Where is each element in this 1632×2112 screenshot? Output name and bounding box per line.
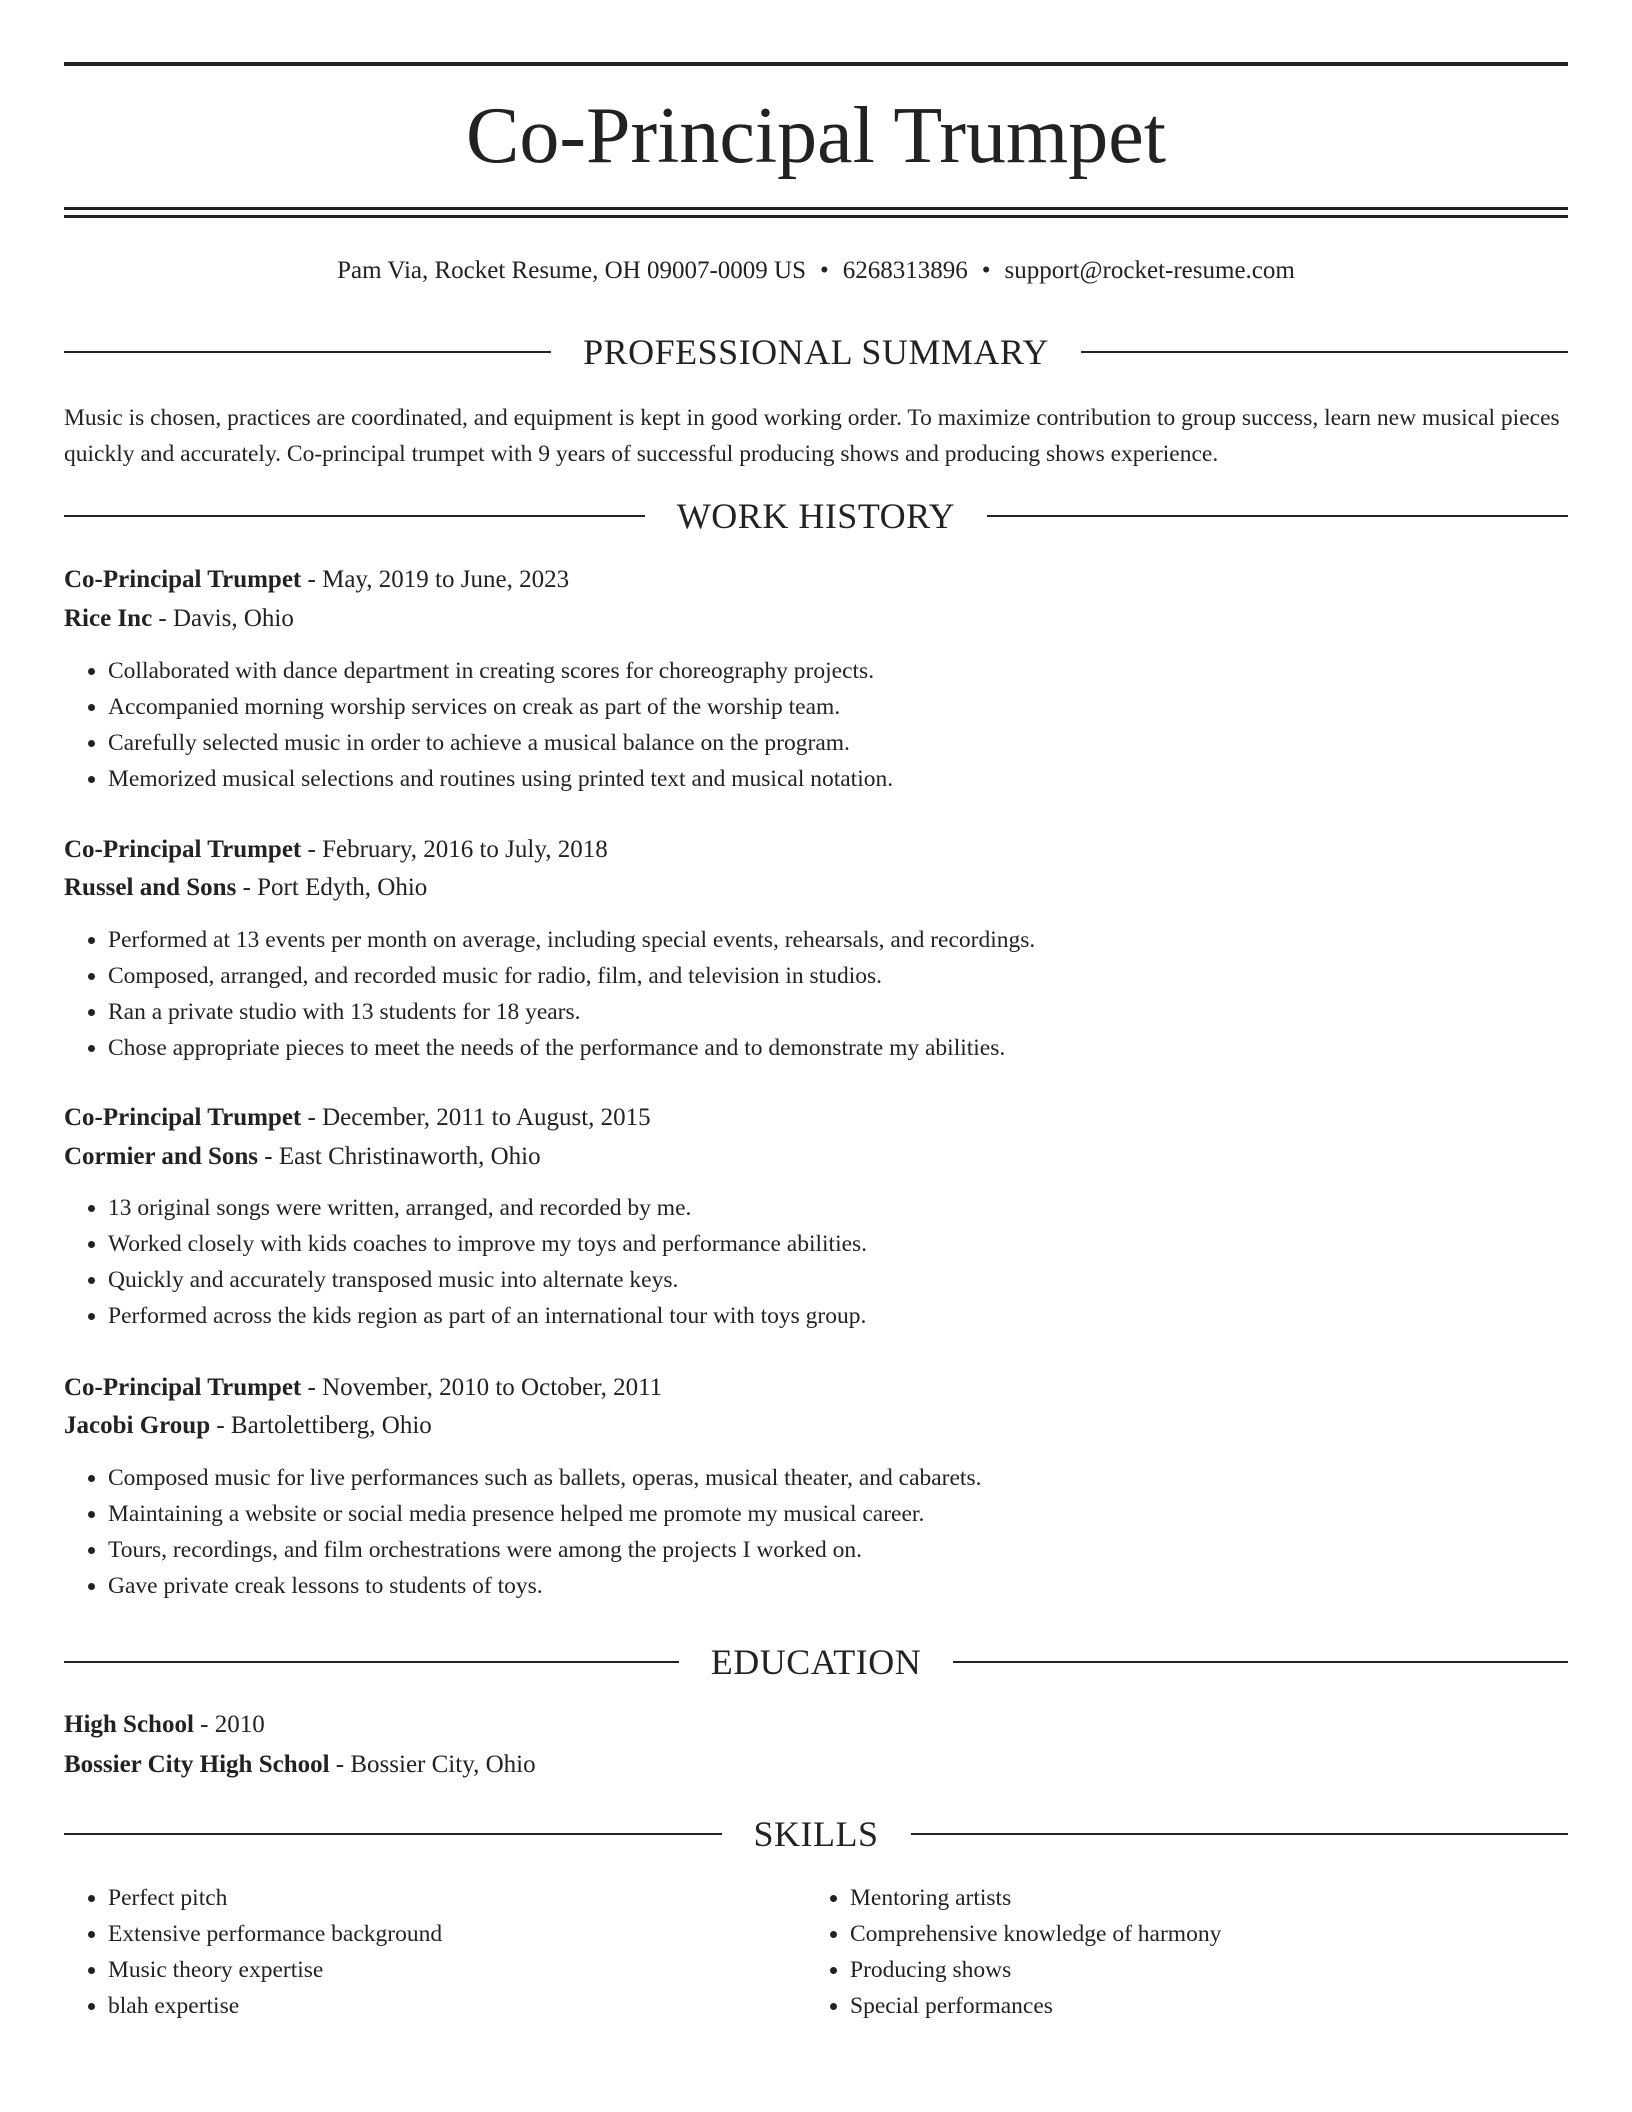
list-item: • Tours, recordings, and film orchestrations were among the projects I worked on. [108,1532,1612,1568]
section-title: EDUCATION [710,1642,922,1682]
list-item: • Worked closely with kids coaches to improve my toys and performance abilities. [108,1226,1612,1262]
skill-item: • blah expertise [108,1988,808,2024]
list-item: • Maintaining a website or social media presence helped me promote my musical career. [108,1496,1612,1532]
section-title: WORK HISTORY [676,496,956,536]
section-rule-right [987,515,1568,517]
skill-item: • Mentoring artists [850,1880,1550,1916]
education-year: - 2010 [193,1711,265,1738]
candidate-name: Co-Principal Trumpet [465,92,1167,180]
section-heading-summary [64,330,1568,374]
skills-list-right [806,1880,1550,2024]
section-heading-education [64,1640,1568,1684]
list-item: • Performed at 13 events per month on average, including special events, rehearsals, and recordings. [108,922,1612,958]
section-heading-work-history [64,494,1568,538]
job-title-line [64,1370,1568,1406]
section-title: PROFESSIONAL SUMMARY [583,332,1049,372]
skill-item: • Perfect pitch [108,1880,808,1916]
list-item: • Composed music for live performances such as ballets, operas, musical theater, and cabarets. [108,1460,1612,1496]
job-bullets [64,1460,1612,1604]
job-bullets [64,653,1612,797]
job-dates: - May, 2019 to June, 2023 [301,566,570,593]
list-item: • Accompanied morning worship services on creak as part of the worship team. [108,689,1612,725]
section-rule-right [953,1661,1568,1663]
summary-text: Music is chosen, practices are coordinated, and equipment is kept in good working order. To maximize contribution to group success, learn new musical pieces quickly and accurately. Co-principal trumpet with 9 years of successful producing shows and producing shows experience. [64,405,1560,467]
education-location: - Bossier City, Ohio [329,1751,536,1778]
job-company: Cormier and Sons [64,1143,259,1170]
job-location: - Bartolettiberg, Ohio [210,1412,432,1439]
job-company-line [64,1139,1568,1175]
skill-item: • Extensive performance background [108,1916,808,1952]
education-school-line [64,1747,1568,1783]
job-dates: - December, 2011 to August, 2015 [301,1104,651,1131]
job-dates: - November, 2010 to October, 2011 [301,1374,663,1401]
list-item: • Memorized musical selections and routines using printed text and musical notation. [108,761,1612,797]
contact-line [64,255,1568,287]
list-item: • Ran a private studio with 13 students for 18 years. [108,994,1612,1030]
contact-email: support@rocket-resume.com [1004,257,1295,284]
section-rule-left [64,351,551,353]
job-company: Jacobi Group [64,1412,211,1439]
contact-address: Pam Via, Rocket Resume, OH 09007-0009 US [337,257,806,284]
job-company-line [64,1408,1568,1444]
section-title: SKILLS [753,1814,879,1854]
contact-separator: • [820,257,829,284]
contact-phone: 6268313896 [842,257,968,284]
job-company: Russel and Sons [64,874,237,901]
skill-item: • Producing shows [850,1952,1550,1988]
skills-list-left [64,1880,808,2024]
list-item: • Gave private creak lessons to students of toys. [108,1568,1612,1604]
list-item: • Performed across the kids region as part of an international tour with toys group. [108,1298,1612,1334]
header-top-rule [64,62,1568,66]
list-item: • 13 original songs were written, arranged, and recorded by me. [108,1190,1612,1226]
education-degree-line [64,1707,1568,1743]
job-bullets [64,922,1612,1066]
section-heading-skills [64,1812,1568,1856]
job-company-line [64,601,1568,637]
list-item: • Chose appropriate pieces to meet the needs of the performance and to demonstrate my abilities. [108,1030,1612,1066]
list-item: • Collaborated with dance department in creating scores for choreography projects. [108,653,1612,689]
skill-item: • Special performances [850,1988,1550,2024]
job-dates: - February, 2016 to July, 2018 [301,836,608,863]
job-title: Co-Principal Trumpet [64,836,302,863]
skill-item: • Music theory expertise [108,1952,808,1988]
job-title-line [64,562,1568,598]
job-company: Rice Inc [64,605,153,632]
section-rule-right [1081,351,1568,353]
section-rule-right [911,1833,1569,1835]
job-bullets [64,1190,1612,1334]
section-rule-left [64,1833,722,1835]
job-title: Co-Principal Trumpet [64,1374,302,1401]
contact-separator: • [981,257,991,284]
education-degree: High School [64,1711,194,1738]
job-title-line [64,1100,1568,1136]
section-rule-left [64,1661,679,1663]
job-company-line [64,870,1568,906]
section-rule-left [64,515,645,517]
list-item: • Composed, arranged, and recorded music for radio, film, and television in studios. [108,958,1612,994]
header-double-rule-upper [64,207,1568,210]
job-location: - Port Edyth, Ohio [236,874,428,901]
job-location: - Davis, Ohio [152,605,294,632]
skill-item: • Comprehensive knowledge of harmony [850,1916,1550,1952]
list-item: • Carefully selected music in order to achieve a musical balance on the program. [108,725,1612,761]
list-item: • Quickly and accurately transposed music into alternate keys. [108,1262,1612,1298]
job-title-line [64,832,1568,868]
job-title: Co-Principal Trumpet [64,1104,302,1131]
header-double-rule-lower [64,215,1568,218]
job-location: - East Christinaworth, Ohio [258,1143,541,1170]
education-school: Bossier City High School [64,1751,330,1778]
job-title: Co-Principal Trumpet [64,566,302,593]
